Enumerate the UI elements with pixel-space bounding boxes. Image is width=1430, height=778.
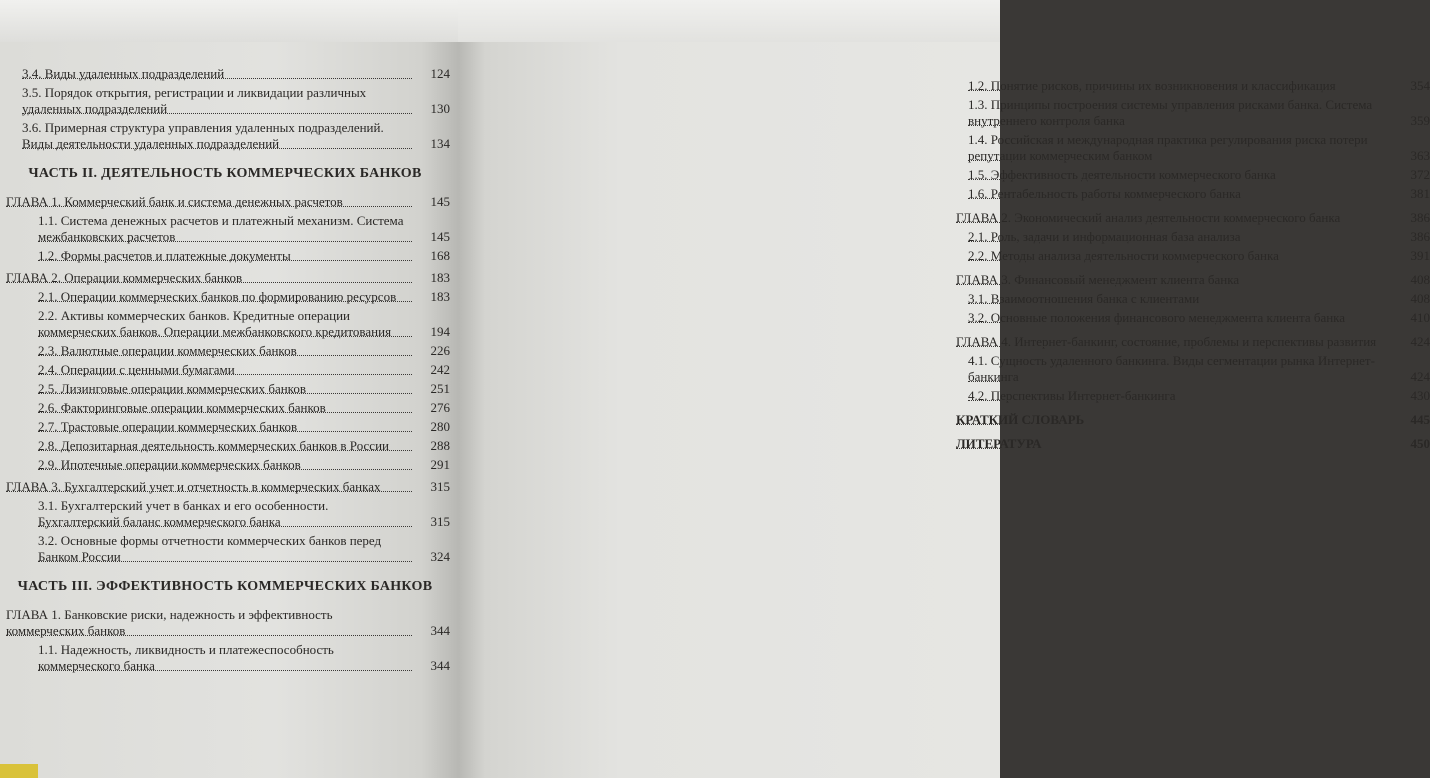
page-number: 344 — [430, 658, 450, 673]
entry-title: ГЛАВА 1. Банковские риски, надежность и эффективность коммерческих банков — [6, 607, 333, 638]
toc-chapter-entry — [956, 210, 1430, 226]
entry-title: 2.4. Операции с ценными бумагами — [38, 362, 235, 377]
page-number: 288 — [430, 438, 450, 453]
page-number: 168 — [430, 248, 450, 263]
toc-section-entry — [0, 457, 450, 473]
entry-title: 1.1. Система денежных расчетов и платежный механизм. Система межбанковских расчетов — [38, 213, 404, 244]
page-number: 445 — [1410, 412, 1430, 427]
toc-section-entry — [956, 388, 1430, 404]
toc-section-entry — [0, 85, 450, 117]
entry-title: 1.5. Эффективность деятельности коммерческого банка — [968, 167, 1276, 182]
dot-leader — [968, 125, 1392, 126]
dot-leader — [6, 635, 412, 636]
page-number: 424 — [1410, 369, 1430, 384]
page-number: 183 — [430, 289, 450, 304]
entry-title: 3.1. Бухгалтерский учет в банках и его особенности. Бухгалтерский баланс коммерческого банка — [38, 498, 329, 529]
page-number: 359 — [1410, 113, 1430, 128]
dot-leader — [38, 301, 412, 302]
entry-title: ЛИТЕРАТУРА — [956, 436, 1042, 451]
page-number: 276 — [430, 400, 450, 415]
page-number: 344 — [430, 623, 450, 638]
entry-title: 2.2. Активы коммерческих банков. Кредитные операции коммерческих банков. Операции межбанковского кредитования — [38, 308, 392, 339]
dot-leader — [968, 198, 1392, 199]
dot-leader — [956, 284, 1392, 285]
toc-section-entry — [956, 291, 1430, 307]
dot-leader — [968, 303, 1392, 304]
page-number: 183 — [430, 270, 450, 285]
dot-leader — [38, 355, 412, 356]
toc-section-entry — [956, 78, 1430, 94]
entry-title: КРАТКИЙ СЛОВАРЬ — [956, 412, 1085, 427]
entry-title: ГЛАВА 2. Операции коммерческих банков — [6, 270, 243, 285]
page-number: 381 — [1410, 186, 1430, 201]
entry-title: 1.3. Принципы построения системы управления рисками банка. Система внутреннего контроля банка — [968, 97, 1373, 128]
dot-leader — [38, 412, 412, 413]
dot-leader — [956, 222, 1392, 223]
page-number: 315 — [430, 479, 450, 494]
page-number: 386 — [1410, 229, 1430, 244]
entry-title: 2.2. Методы анализа деятельности коммерческого банка — [968, 248, 1279, 263]
page-number: 408 — [1410, 291, 1430, 306]
entry-title: 4.2. Перспективы Интернет-банкинга — [968, 388, 1176, 403]
dot-leader — [968, 260, 1392, 261]
toc-section-entry — [0, 120, 450, 152]
entry-title: 2.7. Трастовые операции коммерческих банков — [38, 419, 298, 434]
page-number: 424 — [1410, 334, 1430, 349]
toc-section-entry — [0, 400, 450, 416]
toc-section-entry — [0, 533, 450, 565]
entry-title: 1.4. Российская и международная практика регулирования риска потери репутации коммерческим банком — [968, 132, 1368, 163]
dot-leader — [6, 491, 412, 492]
page-number: 134 — [430, 136, 450, 151]
entry-title: 3.6. Примерная структура управления удаленных подразделений. Виды деятельности удаленных подразделений — [22, 120, 384, 151]
dot-leader — [38, 526, 412, 527]
entry-title: 2.1. Операции коммерческих банков по формированию ресурсов — [38, 289, 397, 304]
dot-leader — [968, 90, 1392, 91]
page-number: 145 — [430, 229, 450, 244]
entry-title: 4.1. Сущность удаленного банкинга. Виды сегментации рынка Интернет-банкинга — [968, 353, 1375, 384]
entry-title: 3.2. Основные формы отчетности коммерческих банков перед Банком России — [38, 533, 382, 564]
entry-title: ГЛАВА 4. Интернет-банкинг, состояние, проблемы и перспективы развития — [956, 334, 1377, 349]
dot-leader — [22, 148, 412, 149]
dot-leader — [968, 179, 1392, 180]
entry-title: ГЛАВА 2. Экономический анализ деятельности коммерческого банка — [956, 210, 1341, 225]
dot-leader — [6, 282, 412, 283]
toc-section-entry — [0, 248, 450, 264]
page-number: 194 — [430, 324, 450, 339]
entry-title: 1.1. Надежность, ликвидность и платежеспособность коммерческого банка — [38, 642, 334, 673]
page-number: 363 — [1410, 148, 1430, 163]
entry-title: 2.9. Ипотечные операции коммерческих банков — [38, 457, 301, 472]
entry-title: ГЛАВА 3. Бухгалтерский учет и отчетность в коммерческих банках — [6, 479, 381, 494]
page-number: 430 — [1410, 388, 1430, 403]
page-number: 315 — [430, 514, 450, 529]
toc-section-entry — [956, 167, 1430, 183]
toc-section-entry — [956, 353, 1430, 385]
entry-title: 2.8. Депозитарная деятельность коммерческих банков в России — [38, 438, 389, 453]
right-page — [458, 0, 1430, 778]
page-number: 450 — [1410, 436, 1430, 451]
dot-leader — [38, 450, 412, 451]
page-number: 354 — [1410, 78, 1430, 93]
toc-section-entry — [956, 229, 1430, 245]
dot-leader — [38, 336, 412, 337]
toc-chapter-entry — [0, 479, 450, 495]
toc-section-entry — [956, 97, 1430, 129]
dot-leader — [22, 113, 412, 114]
right-toc — [956, 78, 1430, 455]
page-number: 242 — [430, 362, 450, 377]
entry-title: 3.2. Основные положения финансового менеджмента клиента банка — [968, 310, 1346, 325]
entry-title: 1.2. Формы расчетов и платежные документы — [38, 248, 291, 263]
page-number: 386 — [1410, 210, 1430, 225]
dot-leader — [38, 431, 412, 432]
toc-chapter-entry — [0, 194, 450, 210]
dot-leader — [38, 241, 412, 242]
toc-chapter-entry — [956, 272, 1430, 288]
page-number: 291 — [430, 457, 450, 472]
dot-leader — [38, 374, 412, 375]
page-number: 410 — [1410, 310, 1430, 325]
toc-section-entry — [0, 308, 450, 340]
toc-section-entry — [0, 66, 450, 82]
toc-section-entry — [956, 248, 1430, 264]
toc-section-entry — [0, 381, 450, 397]
dot-leader — [38, 670, 412, 671]
dot-leader — [6, 206, 412, 207]
entry-title: 3.5. Порядок открытия, регистрации и ликвидации различных удаленных подразделений — [22, 85, 367, 116]
toc-section-entry — [956, 186, 1430, 202]
page-number: 226 — [430, 343, 450, 358]
toc-section-entry — [0, 289, 450, 305]
toc-section-entry — [0, 438, 450, 454]
yellow-bookmark-edge — [0, 764, 38, 778]
dot-leader — [968, 160, 1392, 161]
dot-leader — [968, 322, 1392, 323]
toc-section-entry — [0, 419, 450, 435]
page-number: 324 — [430, 549, 450, 564]
page-number: 372 — [1410, 167, 1430, 182]
entry-title: 2.6. Факторинговые операции коммерческих банков — [38, 400, 326, 415]
entry-title: 3.4. Виды удаленных подразделений — [22, 66, 225, 81]
dot-leader — [22, 78, 412, 79]
entry-title: 1.2. Понятие рисков, причины их возникновения и классификация — [968, 78, 1336, 93]
page-number: 130 — [430, 101, 450, 116]
toc-section-entry — [0, 213, 450, 245]
entry-title: 1.6. Рентабельность работы коммерческого банка — [968, 186, 1241, 201]
dot-leader — [968, 400, 1392, 401]
part-heading: ЧАСТЬ III. ЭФФЕКТИВНОСТЬ КОММЕРЧЕСКИХ БАНКОВ — [17, 579, 433, 594]
dot-leader — [968, 381, 1392, 382]
page-number: 280 — [430, 419, 450, 434]
toc-section-entry — [0, 343, 450, 359]
toc-backmatter-entry — [956, 412, 1430, 428]
page-number: 124 — [430, 66, 450, 81]
entry-title: ГЛАВА 1. Коммерческий банк и система денежных расчетов — [6, 194, 343, 209]
dot-leader — [38, 260, 412, 261]
left-toc — [0, 66, 450, 677]
entry-title: 2.3. Валютные операции коммерческих банков — [38, 343, 297, 358]
entry-title: ГЛАВА 3. Финансовый менеджмент клиента банка — [956, 272, 1240, 287]
toc-chapter-entry — [0, 270, 450, 286]
part-heading: ЧАСТЬ II. ДЕЯТЕЛЬНОСТЬ КОММЕРЧЕСКИХ БАНКОВ — [28, 166, 422, 181]
dot-leader — [956, 448, 1392, 449]
page-number: 391 — [1410, 248, 1430, 263]
toc-chapter-entry — [956, 334, 1430, 350]
dot-leader — [956, 424, 1392, 425]
entry-title: 3.1. Взаимоотношения банка с клиентами — [968, 291, 1200, 306]
toc-section-entry — [956, 310, 1430, 326]
toc-section-entry — [0, 362, 450, 378]
toc-section-entry — [0, 498, 450, 530]
dot-leader — [38, 561, 412, 562]
left-page — [0, 0, 458, 778]
toc-backmatter-entry — [956, 436, 1430, 452]
page-number: 408 — [1410, 272, 1430, 287]
dot-leader — [38, 393, 412, 394]
toc-section-entry — [0, 642, 450, 674]
dot-leader — [968, 241, 1392, 242]
page-number: 145 — [430, 194, 450, 209]
entry-title: 2.1. Роль, задачи и информационная база анализа — [968, 229, 1241, 244]
page-number: 251 — [430, 381, 450, 396]
toc-section-entry — [956, 132, 1430, 164]
dot-leader — [956, 346, 1392, 347]
entry-title: 2.5. Лизинговые операции коммерческих банков — [38, 381, 306, 396]
toc-chapter-entry — [0, 607, 450, 639]
dot-leader — [38, 469, 412, 470]
